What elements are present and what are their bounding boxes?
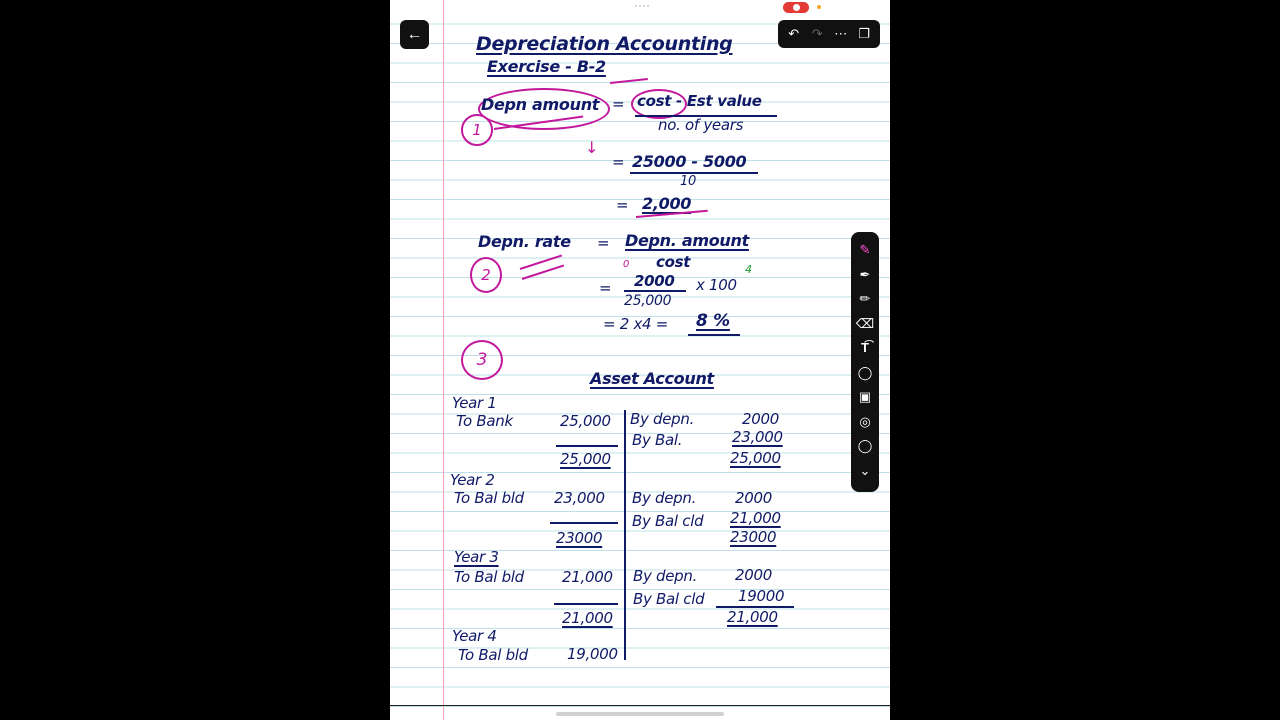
eraser-icon[interactable]: ⌫	[855, 315, 875, 331]
arrow-left-icon: ←	[406, 25, 423, 43]
credit-total: 21,000	[727, 608, 778, 626]
step-1-eq: =	[612, 95, 625, 113]
microphone-icon[interactable]: ◎	[859, 413, 871, 429]
note-subtitle: Exercise - B-2	[487, 57, 606, 76]
credit-total: 23000	[730, 528, 777, 546]
chevron-down-icon[interactable]: ⌄	[859, 462, 871, 478]
step-1-lhs: Depn amount	[481, 95, 600, 114]
highlighter-icon[interactable]: ✎	[859, 242, 871, 257]
debit-label: To Bal bld	[454, 568, 524, 586]
small-zero-mark: 0	[623, 259, 630, 270]
pink-mark	[610, 78, 648, 84]
debit-label: To Bal bld	[458, 646, 528, 664]
step-1-numerator: cost - Est value	[637, 92, 762, 110]
microphone-indicator	[817, 5, 821, 9]
debit-total: 21,000	[562, 609, 613, 627]
tool-palette	[851, 232, 879, 492]
fraction-line	[624, 290, 686, 292]
step-2-calc-denominator: 25,000	[624, 293, 672, 309]
total-line	[556, 445, 618, 447]
debit-amount: 19,000	[567, 645, 618, 663]
step-1-result-eq: =	[616, 196, 629, 214]
debit-label: To Bank	[456, 412, 513, 430]
debit-amount: 21,000	[562, 568, 613, 586]
credit-amount: 19000	[738, 587, 785, 605]
page-bottom-edge	[390, 705, 890, 706]
times-100: x 100	[696, 276, 737, 294]
credit-label: By depn.	[630, 410, 695, 428]
redo-icon[interactable]: ↷	[811, 26, 823, 41]
step-2-circle: 2	[470, 257, 502, 293]
small-four-mark: 4	[745, 263, 752, 276]
credit-amount: 21,000	[730, 509, 781, 527]
drag-handle[interactable]	[635, 5, 649, 10]
step-1-result: 2,000	[642, 194, 692, 213]
more-icon[interactable]: ⋯	[834, 26, 848, 41]
credit-label: By Bal cld	[633, 590, 705, 608]
step-2-result: 8 %	[696, 311, 730, 331]
debit-total: 25,000	[560, 450, 611, 468]
credit-total: 25,000	[730, 449, 781, 467]
image-icon[interactable]: ▣	[858, 389, 872, 404]
text-icon[interactable]: T͡	[861, 340, 869, 355]
lasso-icon[interactable]: ◯	[857, 364, 873, 380]
record-icon	[793, 4, 800, 11]
credit-label: By Bal cld	[632, 512, 704, 530]
double-underline	[688, 334, 740, 336]
debit-label: To Bal bld	[454, 489, 524, 507]
shape-icon[interactable]: ◯	[857, 438, 873, 453]
step-1-denominator: no. of years	[658, 116, 744, 134]
pen-icon[interactable]: ✒	[859, 266, 871, 282]
step-2-denominator: cost	[656, 253, 691, 271]
step-1-circle: 1	[461, 114, 493, 146]
step-2-eq: =	[597, 234, 610, 252]
pencil-icon[interactable]: ✏	[859, 291, 871, 306]
step-2-numerator: Depn. amount	[625, 231, 749, 250]
step-2-calc-eq: =	[599, 279, 612, 297]
pages-icon[interactable]: ❐	[858, 26, 871, 41]
note-title: Depreciation Accounting	[476, 33, 733, 55]
year-label: Year 4	[452, 627, 497, 645]
step-2-lhs: Depn. rate	[478, 232, 571, 251]
credit-amount: 23,000	[732, 428, 783, 446]
ledger-divider	[624, 410, 626, 660]
margin-line	[443, 0, 444, 720]
debit-total: 23000	[556, 529, 603, 547]
credit-amount: 2000	[735, 489, 772, 507]
undo-icon[interactable]: ↶	[788, 26, 800, 41]
credit-label: By depn.	[633, 567, 698, 585]
credit-amount: 2000	[735, 566, 772, 584]
credit-label: By depn.	[632, 489, 697, 507]
year-label: Year 2	[450, 471, 495, 489]
total-line	[554, 603, 618, 605]
year-label: Year 3	[454, 548, 499, 566]
ledger-title: Asset Account	[590, 369, 714, 388]
arrow-down-icon: ↓	[585, 138, 599, 157]
step-2-calc-numerator: 2000	[634, 272, 675, 290]
screen-recording-indicator[interactable]	[783, 2, 809, 13]
step-2-result-line: = 2 x4 =	[603, 315, 669, 333]
top-toolbar	[778, 20, 880, 48]
credit-label: By Bal.	[632, 431, 683, 449]
credit-amount: 2000	[742, 410, 779, 428]
step-1-calc-eq: =	[612, 153, 625, 171]
step-1-calc-numerator: 25000 - 5000	[632, 152, 747, 171]
total-line	[550, 522, 618, 524]
debit-amount: 25,000	[560, 412, 611, 430]
notebook-page[interactable]	[390, 0, 890, 720]
back-button[interactable]	[400, 20, 429, 49]
step-3-circle: 3	[461, 340, 503, 380]
year-label: Year 1	[452, 394, 497, 412]
home-indicator[interactable]	[556, 712, 724, 716]
step-1-calc-denominator: 10	[680, 174, 696, 189]
debit-amount: 23,000	[554, 489, 605, 507]
